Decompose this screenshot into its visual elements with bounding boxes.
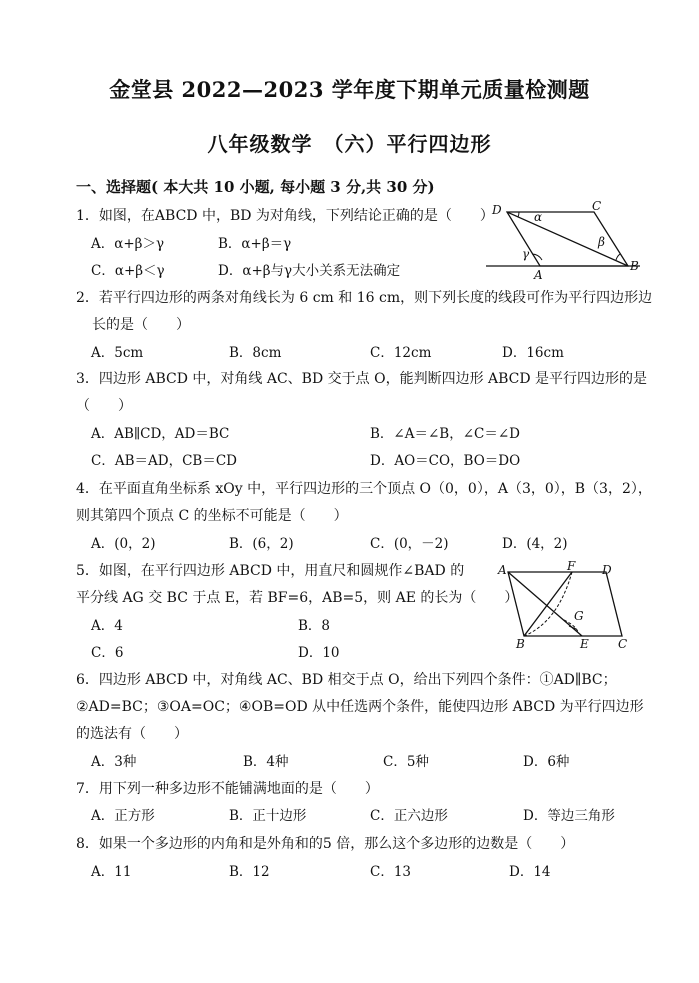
q5-label-c: C	[618, 637, 628, 651]
q4-option-d: D．(4，2)	[502, 536, 568, 552]
q8-option-c: C．13	[370, 864, 412, 880]
q5-parallelogram-figure	[494, 560, 636, 652]
q5-label-g: G	[574, 609, 584, 623]
q2-option-d: D．16cm	[502, 345, 564, 361]
q6-stem-line2: ②AD=BC；③OA=OC；④OB=OD 从中任选两个条件，能使四边形 ABCD 为平行四边形	[76, 699, 644, 715]
q4-stem-line1: 4．在平面直角坐标系 xOy 中，平行四边形的三个顶点 O（0，0），A（3，0），B（3，2），	[76, 481, 652, 497]
q5-stem-line2: 平分线 AG 交 BC 于点 E，若 BF=6，AB=5，则 AE 的长为（ ）	[76, 590, 519, 606]
q8-option-b: B．12	[229, 864, 270, 880]
q1-option-d: D．α+β与γ大小关系无法确定	[218, 263, 401, 279]
q2-option-a: A．5cm	[91, 345, 144, 361]
q1-label-beta: β	[598, 235, 605, 249]
q5-stem-line1: 5．如图，在平行四边形 ABCD 中，用直尺和圆规作∠BAD 的	[76, 563, 465, 579]
q5-option-b: B．8	[298, 618, 331, 634]
q6-stem-line3: 的选法有（ ）	[76, 726, 188, 742]
q5-label-d: D	[602, 563, 612, 577]
q3-option-a: A．AB∥CD，AD＝BC	[91, 426, 230, 442]
q5-segment-bf	[524, 572, 572, 636]
q6-option-d: D．6种	[523, 754, 570, 770]
q7-option-b: B．正十边形	[229, 808, 307, 824]
q8-option-a: A．11	[91, 864, 132, 880]
q6-option-c: C．5种	[383, 754, 429, 770]
q3-stem-line2: （ ）	[76, 398, 132, 414]
q1-option-b: B．α+β＝γ	[218, 236, 292, 252]
q5-label-e: E	[580, 637, 589, 651]
q1-stem: 1．如图，在ABCD 中，BD 为对角线，下列结论正确的是（ ）	[76, 208, 494, 224]
q6-option-b: B．4种	[243, 754, 289, 770]
q7-option-d: D．等边三角形	[523, 808, 615, 824]
q1-parallelogram-figure	[482, 198, 652, 280]
q1-label-a: A	[534, 268, 543, 280]
q5-option-c: C．6	[91, 645, 124, 661]
q2-stem-line1: 2．若平行四边形的两条对角线长为 6 cm 和 16 cm，则下列长度的线段可作为平行四边形边	[76, 290, 653, 306]
q4-stem-line2: 则其第四个顶点 C 的坐标不可能是（ ）	[76, 508, 348, 524]
q4-option-c: C．(0，－2)	[370, 536, 449, 552]
section-heading: 一、选择题( 本大共 10 小题, 每小题 3 分,共 30 分)	[76, 178, 435, 196]
q1-option-a: A．α+β＞γ	[91, 236, 165, 252]
q7-option-a: A．正方形	[91, 808, 155, 824]
q1-beta-arc	[616, 254, 620, 260]
q2-option-b: B．8cm	[229, 345, 282, 361]
q2-option-c: C．12cm	[370, 345, 432, 361]
q3-stem-line1: 3．四边形 ABCD 中，对角线 AC、BD 交于点 O，能判断四边形 ABCD 是平行四边形的是	[76, 371, 648, 387]
q1-label-d: D	[492, 203, 502, 217]
q1-label-c: C	[592, 199, 602, 213]
q8-stem: 8．如果一个多边形的内角和是外角和的5 倍，那么这个多边形的边数是（ ）	[76, 836, 575, 852]
q8-option-d: D．14	[509, 864, 551, 880]
q3-option-c: C．AB＝AD，CB＝CD	[91, 453, 237, 469]
q1-label-alpha: α	[534, 210, 543, 224]
q1-label-b: B	[630, 259, 639, 273]
q5-label-f: F	[567, 560, 576, 573]
q5-option-a: A．4	[91, 618, 123, 634]
q4-option-a: A．(0，2)	[91, 536, 156, 552]
q5-label-a: A	[498, 563, 507, 577]
q7-stem: 7．用下列一种多边形不能铺满地面的是（ ）	[76, 781, 379, 797]
q1-label-gamma: γ	[522, 247, 530, 261]
q4-option-b: B．(6，2)	[229, 536, 294, 552]
q6-option-a: A．3种	[91, 754, 137, 770]
q1-option-c: C．α+β＜γ	[91, 263, 165, 279]
q3-option-b: B．∠A＝∠B，∠C＝∠D	[370, 426, 520, 442]
q5-option-d: D．10	[298, 645, 340, 661]
q2-stem-line2: 长的是（ ）	[92, 317, 190, 333]
exam-subtitle: 八年级数学 （六）平行四边形	[207, 132, 492, 156]
q5-label-b: B	[516, 637, 525, 651]
q1-alpha-arc	[518, 212, 519, 217]
q7-option-c: C．正六边形	[370, 808, 448, 824]
q3-option-d: D．AO＝CO，BO＝DO	[370, 453, 521, 469]
exam-title: 金堂县 2022—2023 学年度下期单元质量检测题	[109, 77, 590, 102]
q6-stem-line1: 6．四边形 ABCD 中，对角线 AC、BD 相交于点 O，给出下列四个条件：①AD∥BC；	[76, 672, 617, 688]
